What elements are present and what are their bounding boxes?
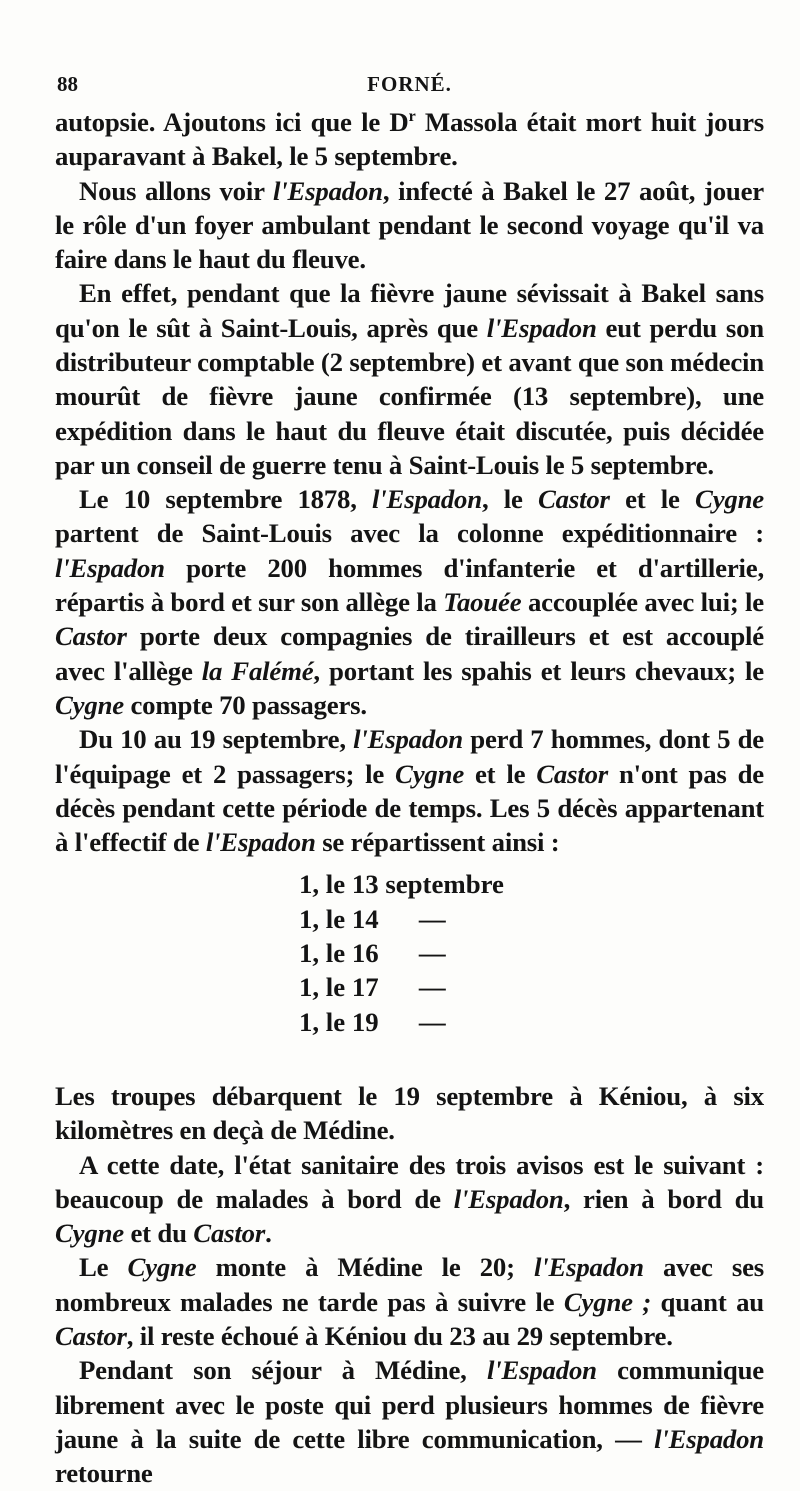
ship-name: la Falémé [201, 655, 314, 686]
ship-name: l'Espadon [353, 724, 463, 755]
list-item: 1, le 16 — [299, 938, 446, 969]
text-run: accouplée avec lui; le [521, 587, 764, 618]
page-header [55, 60, 764, 100]
ship-name: l'Espadon [273, 175, 383, 206]
text-run: r [408, 108, 416, 125]
ship-name: Cygne [55, 1218, 124, 1249]
ship-name: Castor [537, 484, 610, 515]
paragraph [55, 482, 764, 722]
text-run: , portant les spahis et leurs chevaux; le [313, 655, 764, 686]
paragraph [55, 100, 764, 174]
text-run: n'ont pas de décès pendant cette période de temps. Les 5 décès appartenant à l'effectif de [55, 758, 764, 858]
paragraph [55, 1148, 764, 1251]
ship-name: Castor [536, 758, 609, 789]
text-run: Le 10 septembre 1878, [79, 484, 373, 515]
text-run: A cette date, l'état sanitaire des trois avisos est le suivant : beaucoup de malades à bord de [55, 1149, 764, 1214]
ship-name: Cygne ; [563, 1286, 652, 1317]
deaths-list [55, 867, 764, 1038]
text-run: , le [481, 484, 538, 515]
paragraph [55, 174, 764, 277]
ship-name: Castor [55, 621, 127, 652]
ship-name: l'Espadon [55, 552, 165, 583]
text-run: communique librement avec le poste qui perd plusieurs hommes de fièvre jaune à la suite de cette libre communication, — [55, 1355, 764, 1454]
text-run: avec ses nombreux malades ne tarde pas à suivre le [55, 1252, 764, 1317]
text-run: et du [123, 1218, 194, 1249]
ship-name: l'Espadon [205, 827, 316, 858]
text-run: compte 70 passagers. [123, 689, 367, 720]
text-run: Massola était mort huit jours auparavant à Bakel, le 5 septembre. [55, 106, 764, 172]
text-run: , il reste échoué à Kéniou du 23 au 29 septembre. [126, 1321, 673, 1352]
text-run: eut perdu son distributeur comptable (2 septembre) et avant que son médecin mourût de fièvre jaune confirmée (13 septembre), une expédition dans le haut du fleuve était discutée, puis décidée par un conseil de guerre tenu à Saint-Louis le 5 septembre. [55, 312, 764, 480]
ship-name: Cygne [395, 758, 465, 789]
text-run: se répartissent ainsi : [315, 827, 560, 858]
text-run: Les troupes débarquent le 19 septembre à Kéniou, à six kilomètres en deçà de Médine. [55, 1080, 764, 1146]
ship-name: Castor [193, 1218, 266, 1249]
body-text-before-list [55, 100, 764, 859]
text-run: porte 200 hommes d'infanterie et d'artillerie, répartis à bord et sur son allège la [55, 552, 764, 618]
text-run: autopsie. Ajoutons ici que le D [55, 106, 409, 137]
paragraph [55, 1353, 764, 1490]
ship-name: l'Espadon [533, 1252, 644, 1283]
ship-name: l'Espadon [654, 1423, 764, 1454]
ship-name: Castor [55, 1321, 127, 1352]
text-run: , infecté à Bakel le 27 août, jouer le rôle d'un foyer ambulant pendant le second voyage qu'il va faire dans le haut du fleuve. [55, 175, 765, 275]
text-run: Du 10 au 19 septembre, [79, 724, 354, 755]
ship-name: l'Espadon [372, 484, 482, 515]
body-text-after-list [55, 1079, 764, 1491]
text-run: retourne [55, 1458, 153, 1489]
text-run: , rien à bord du [563, 1183, 764, 1214]
list-item: 1, le 17 — [299, 972, 446, 1003]
text-run: perd 7 hommes, dont 5 de l'équipage et 2 passagers; le [55, 724, 764, 789]
ship-name: l'Espadon [486, 1355, 597, 1386]
paragraph [55, 722, 764, 859]
paragraph [55, 1250, 764, 1353]
page-number: 88 [57, 72, 78, 96]
list-item: 1, le 19 — [299, 1006, 446, 1037]
paragraph [55, 1079, 764, 1148]
list-item: 1, le 14 — [299, 903, 446, 934]
text-run: En effet, pendant que la fièvre jaune sévissait à Bakel sans qu'on le sût à Saint-Louis, après que [55, 278, 764, 343]
text-run: partent de Saint-Louis avec la colonne expéditionnaire : [55, 518, 764, 549]
ship-name: Cygne [55, 689, 124, 720]
ship-name: Cygne [127, 1252, 197, 1283]
text-run: monte à Médine le 20; [196, 1252, 534, 1283]
text-run: quant au [651, 1286, 764, 1317]
text-run: Nous allons voir [79, 175, 273, 206]
text-run: . [265, 1218, 272, 1249]
ship-name: l'Espadon [453, 1183, 564, 1214]
text-run: porte deux compagnies de tirailleurs et est accouplé avec l'allège [55, 621, 764, 686]
ship-name: l'Espadon [486, 312, 597, 343]
text-run: Pendant son séjour à Médine, [79, 1355, 487, 1386]
text-run: et le [464, 758, 537, 789]
ship-name: Cygne [695, 484, 764, 515]
text-run: et le [609, 484, 696, 515]
paragraph [55, 276, 764, 482]
ship-name: Taouée [443, 587, 522, 618]
running-title: FORNÉ. [367, 72, 452, 96]
text-run: Le [79, 1252, 128, 1283]
list-item: 1, le 13 septembre [299, 869, 504, 900]
